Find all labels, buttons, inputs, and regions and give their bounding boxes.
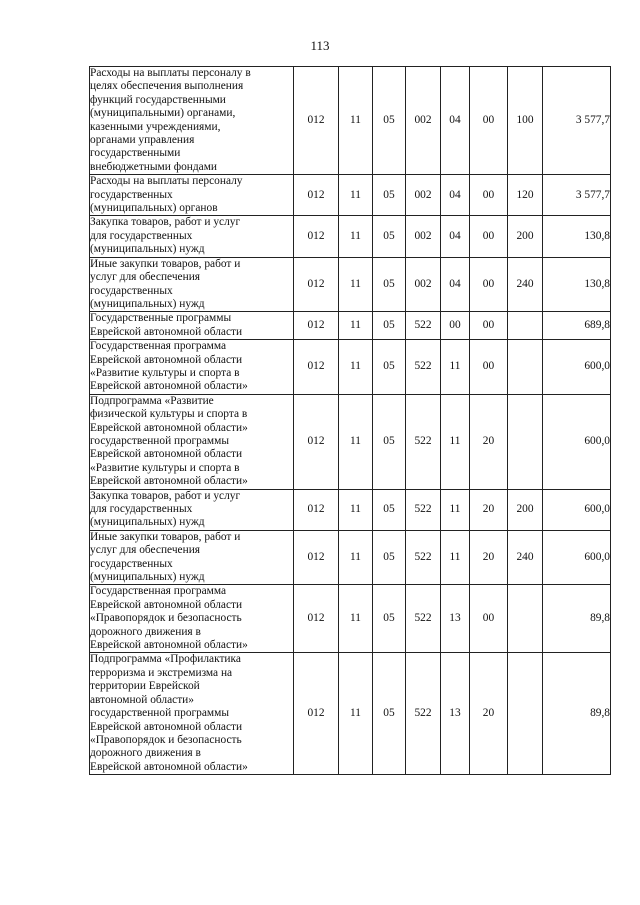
- section-code: 11: [339, 653, 373, 775]
- subprogram-code: 04: [441, 67, 470, 175]
- direction-code: 20: [470, 489, 508, 530]
- subprogram-code: 13: [441, 585, 470, 653]
- row-name: Закупка товаров, работ и услуг для государственных (муниципальных) нужд: [90, 216, 294, 257]
- expense-type-code: 200: [508, 216, 543, 257]
- table-row: [90, 312, 611, 340]
- table-row: [90, 257, 611, 312]
- row-name: Государственная программа Еврейской автономной области «Развитие культуры и спорта в Еврейской автономной области»: [90, 340, 294, 395]
- table-row: [90, 653, 611, 775]
- direction-code: 00: [470, 175, 508, 216]
- expense-type-code: 120: [508, 175, 543, 216]
- subsection-code: 05: [373, 312, 406, 340]
- subprogram-code: 11: [441, 340, 470, 395]
- program-code: 002: [406, 216, 441, 257]
- row-name: Иные закупки товаров, работ и услуг для обеспечения государственных (муниципальных) нужд: [90, 530, 294, 585]
- grbs-code: 012: [294, 394, 339, 489]
- expense-type-code: [508, 340, 543, 395]
- table-row: [90, 340, 611, 395]
- grbs-code: 012: [294, 175, 339, 216]
- row-name: Закупка товаров, работ и услуг для государственных (муниципальных) нужд: [90, 489, 294, 530]
- program-code: 522: [406, 585, 441, 653]
- program-code: 522: [406, 340, 441, 395]
- subprogram-code: 04: [441, 175, 470, 216]
- subprogram-code: 13: [441, 653, 470, 775]
- direction-code: 00: [470, 340, 508, 395]
- amount: 89,8: [543, 653, 611, 775]
- section-code: 11: [339, 257, 373, 312]
- subsection-code: 05: [373, 653, 406, 775]
- program-code: 002: [406, 175, 441, 216]
- row-name: Иные закупки товаров, работ и услуг для обеспечения государственных (муниципальных) нужд: [90, 257, 294, 312]
- direction-code: 20: [470, 530, 508, 585]
- section-code: 11: [339, 67, 373, 175]
- direction-code: 20: [470, 653, 508, 775]
- grbs-code: 012: [294, 530, 339, 585]
- expense-type-code: 240: [508, 257, 543, 312]
- expense-type-code: [508, 653, 543, 775]
- subsection-code: 05: [373, 489, 406, 530]
- grbs-code: 012: [294, 257, 339, 312]
- amount: 600,0: [543, 340, 611, 395]
- row-name: Государственная программа Еврейской автономной области «Правопорядок и безопасность дорожного движения в Еврейской автономной области»: [90, 585, 294, 653]
- section-code: 11: [339, 216, 373, 257]
- grbs-code: 012: [294, 653, 339, 775]
- subprogram-code: 11: [441, 489, 470, 530]
- program-code: 522: [406, 653, 441, 775]
- section-code: 11: [339, 312, 373, 340]
- subsection-code: 05: [373, 67, 406, 175]
- direction-code: 00: [470, 312, 508, 340]
- page-number: 113: [310, 38, 330, 53]
- amount: 600,0: [543, 394, 611, 489]
- program-code: 522: [406, 394, 441, 489]
- budget-table: [89, 66, 611, 775]
- section-code: 11: [339, 340, 373, 395]
- row-name: Расходы на выплаты персоналу государственных (муниципальных) органов: [90, 175, 294, 216]
- subsection-code: 05: [373, 175, 406, 216]
- subsection-code: 05: [373, 530, 406, 585]
- grbs-code: 012: [294, 340, 339, 395]
- row-name: Расходы на выплаты персоналу в целях обеспечения выполнения функций государственными (муниципальными) органами, казенными учреждениями, органами управления государственными внебюджетными фондами: [90, 67, 294, 175]
- subprogram-code: 11: [441, 530, 470, 585]
- section-code: 11: [339, 530, 373, 585]
- subsection-code: 05: [373, 257, 406, 312]
- section-code: 11: [339, 585, 373, 653]
- row-name: Подпрограмма «Развитие физической культуры и спорта в Еврейской автономной области» государственной программы Еврейской автономной области «Развитие культуры и спорта в Еврейской автономной области»: [90, 394, 294, 489]
- subsection-code: 05: [373, 340, 406, 395]
- section-code: 11: [339, 489, 373, 530]
- expense-type-code: 100: [508, 67, 543, 175]
- row-name: Государственные программы Еврейской автономной области: [90, 312, 294, 340]
- table-body: [90, 67, 611, 775]
- expense-type-code: 240: [508, 530, 543, 585]
- direction-code: 00: [470, 257, 508, 312]
- table-row: [90, 530, 611, 585]
- section-code: 11: [339, 394, 373, 489]
- direction-code: 20: [470, 394, 508, 489]
- program-code: 002: [406, 257, 441, 312]
- section-code: 11: [339, 175, 373, 216]
- row-name: Подпрограмма «Профилактика терроризма и экстремизма на территории Еврейской автономной области» государственной программы Еврейской автономной области «Правопорядок и безопасность дорожного движения в Еврейской автономной области»: [90, 653, 294, 775]
- subsection-code: 05: [373, 585, 406, 653]
- subprogram-code: 04: [441, 257, 470, 312]
- subprogram-code: 04: [441, 216, 470, 257]
- amount: 130,8: [543, 216, 611, 257]
- expense-type-code: [508, 312, 543, 340]
- amount: 689,8: [543, 312, 611, 340]
- grbs-code: 012: [294, 312, 339, 340]
- program-code: 522: [406, 489, 441, 530]
- table-row: [90, 67, 611, 175]
- direction-code: 00: [470, 585, 508, 653]
- amount: 3 577,7: [543, 67, 611, 175]
- grbs-code: 012: [294, 67, 339, 175]
- table-row: [90, 585, 611, 653]
- direction-code: 00: [470, 216, 508, 257]
- grbs-code: 012: [294, 489, 339, 530]
- direction-code: 00: [470, 67, 508, 175]
- amount: 3 577,7: [543, 175, 611, 216]
- expense-type-code: [508, 394, 543, 489]
- subprogram-code: 11: [441, 394, 470, 489]
- grbs-code: 012: [294, 585, 339, 653]
- subsection-code: 05: [373, 216, 406, 257]
- amount: 89,8: [543, 585, 611, 653]
- program-code: 522: [406, 312, 441, 340]
- grbs-code: 012: [294, 216, 339, 257]
- amount: 600,0: [543, 530, 611, 585]
- subsection-code: 05: [373, 394, 406, 489]
- table-row: [90, 216, 611, 257]
- table-row: [90, 489, 611, 530]
- expense-type-code: 200: [508, 489, 543, 530]
- table-row: [90, 394, 611, 489]
- table-row: [90, 175, 611, 216]
- amount: 130,8: [543, 257, 611, 312]
- program-code: 002: [406, 67, 441, 175]
- expense-type-code: [508, 585, 543, 653]
- subprogram-code: 00: [441, 312, 470, 340]
- program-code: 522: [406, 530, 441, 585]
- amount: 600,0: [543, 489, 611, 530]
